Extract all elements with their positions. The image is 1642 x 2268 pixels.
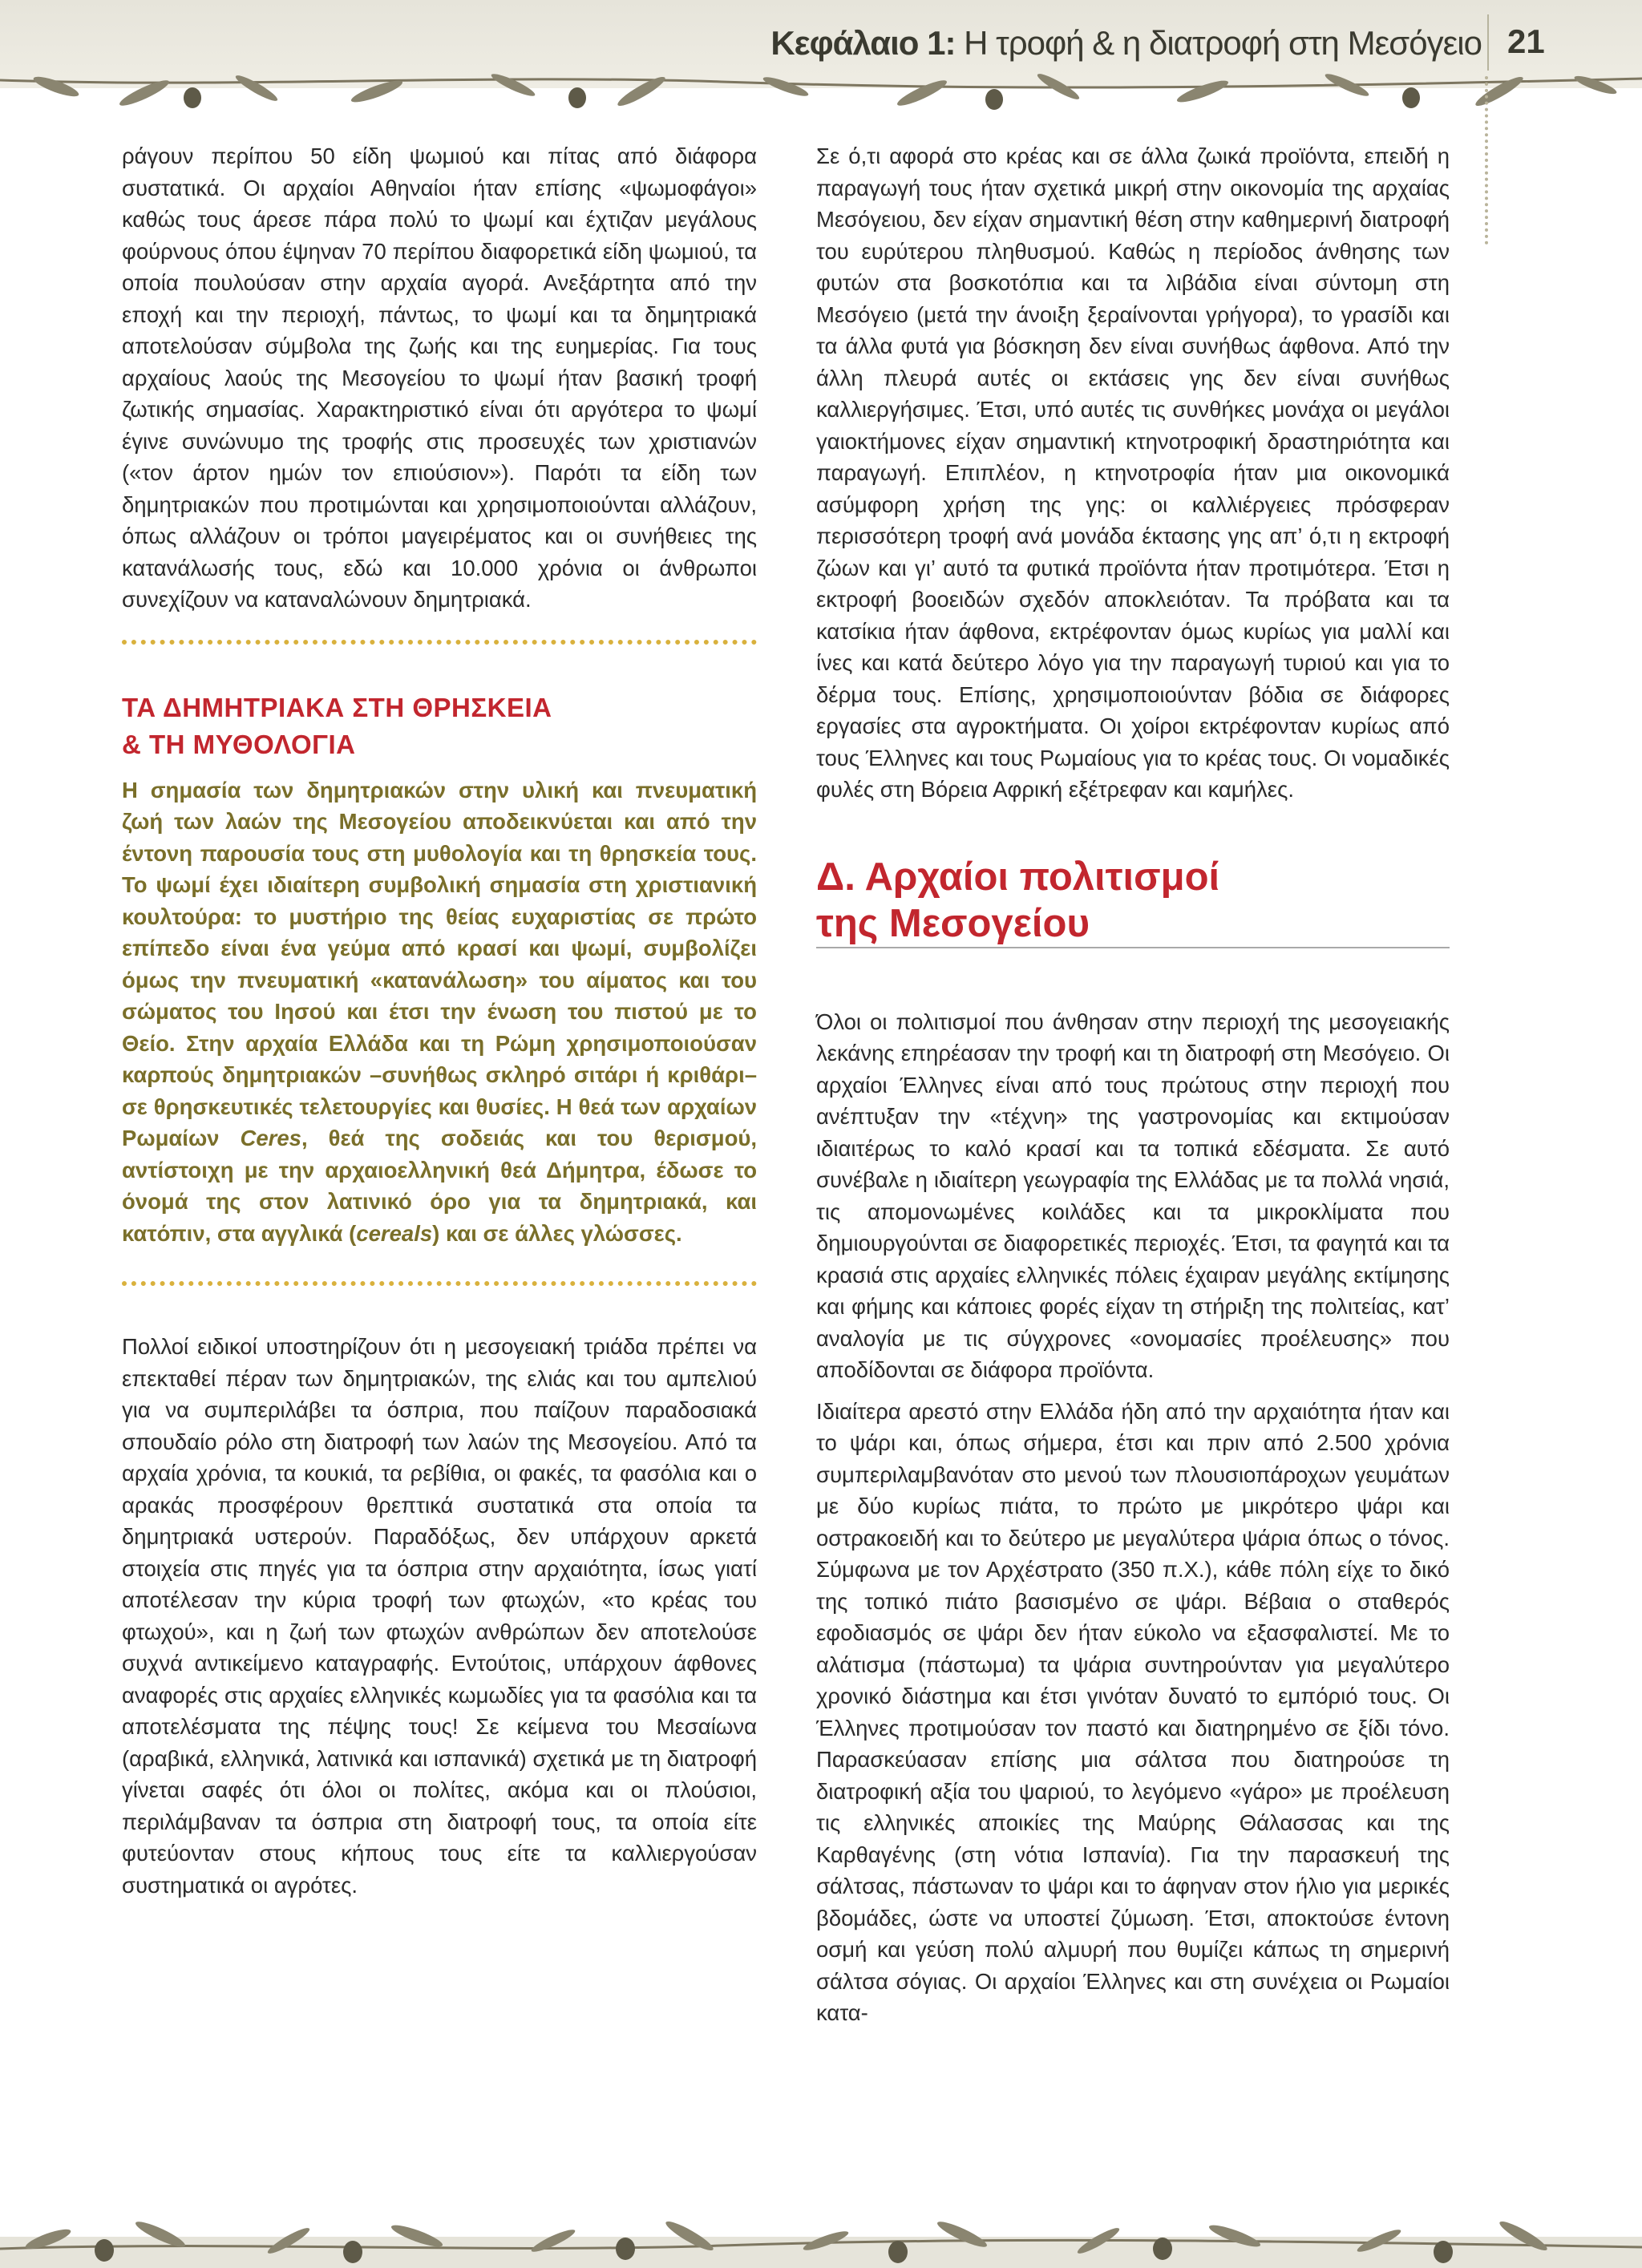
- page-number: 21: [1507, 22, 1545, 60]
- side-dotted-rule: [1485, 76, 1488, 245]
- chapter-label: Κεφάλαιο 1:: [770, 24, 956, 62]
- olive-branch-icon: [0, 71, 1642, 119]
- intro-paragraph: ράγουν περίπου 50 είδη ψωμιού και πίτας από διάφορα συστατικά. Οι αρχαίοι Αθηναίοι ήταν επίσης «ψωμοφάγοι» καθώς τους άρεσε πάρα πολύ το ψωμί και έχτιζαν μεγάλους φούρνους όπου έψηναν 70 περίπου διαφορετικά είδη ψωμιού, τα οποία πουλούσαν στην αρχαία αγορά. Ανεξάρτητα από την εποχή και την περιοχή, πάντως, το ψωμί και τα δημητριακά αποτελούσαν σύμβολα της ζωής και της ευημερίας. Για τους αρχαίους λαούς της Μεσογείου το ψωμί ήταν βασική τροφή ζωτικής σημασίας. Χαρακτηριστικό είναι ότι αργότερα το ψωμί έγινε συνώνυμο της τροφής στις προσευχές των χριστιανών («τον άρτον ημών τον επιούσιον»). Παρότι τα είδη των δημητριακών που προτιμώνται και χρησιμοποιούνται αλλάζουν, όπως αλλάζουν οι τρόποι μαγειρέματος και οι συνήθειες της κατανάλωσής τους, εδώ και 10.000 χρόνια οι άνθρωποι συνεχίζουν να καταναλώνουν δημητριακά.: [122, 144, 757, 612]
- box-heading-line1: ΤΑ ΔΗΜΗΤΡΙΑΚΑ ΣΤΗ ΘΡΗΣΚΕΙΑ: [122, 692, 552, 722]
- box-italic-ceres: Ceres: [240, 1126, 301, 1150]
- section-heading-line1: Δ. Αρχαίοι πολιτισμοί: [816, 855, 1220, 899]
- chapter-title: Η τροφή & η διατροφή στη Μεσόγειο: [964, 24, 1482, 62]
- box-heading: [122, 689, 757, 763]
- box-text-part3: ) και σε άλλες γλώσσες.: [432, 1220, 682, 1246]
- closing-paragraph: Πολλοί ειδικοί υποστηρίζουν ότι η μεσογειακή τριάδα πρέπει να επεκταθεί πέραν των δημητριακών, της ελιάς και του αμπελιού για να συμπεριλάβει τα όσπρια, που παίζουν παραδοσιακά σπουδαίο ρόλο στη διατροφή των λαών της Μεσογείου. Από τα αρχαία χρόνια, τα κουκιά, τα ρεβίθια, οι φακές, τα φασόλια και ο αρακάς προσφέρουν θρεπτικά συστατικά στα οποία τα δημητριακά υστερούν. Παραδόξως, δεν υπάρχουν αρκετά στοιχεία στις πηγές για τα όσπρια στην αρχαιότητα, ίσως γιατί αποτέλεσαν την κύρια τροφή των φτωχών, «το κρέας του φτωχού», και η ζωή των φτωχών ανθρώπων δεν αποτελούσε συχνά αντικείμενο καταγραφής. Εντούτοις, υπάρχουν άφθονες αναφορές στις αρχαίες ελληνικές κωμωδίες για τα φασόλια και τα αποτελέσματα της πέψης τους! Σε κείμενα του Μεσαίωνα (αραβικά, ελληνικά, λατινικά και ισπανικά) σχετικά με τη διατροφή γίνεται σαφές ότι όλοι οι πολίτες, ακόμα και οι πλούσιοι, περιλάμβαναν τα όσπρια στη διατροφή τους, τα οποία είτε φυτεύονταν στους κήπους τους είτε τα καλλιεργούσαν συστηματικά οι αγρότες.: [122, 1334, 757, 1898]
- dotted-divider: [122, 640, 757, 645]
- box-text: [122, 774, 757, 1250]
- running-header: [770, 24, 1482, 63]
- meat-paragraph: Σε ό,τι αφορά στο κρέας και σε άλλα ζωικά προϊόντα, επειδή η παραγωγή τους ήταν σχετικά μικρή στην οικονομία της αρχαίας Μεσόγειου, δεν είχαν σημαντική θέση στην καθημερινή διατροφή του ευρύτερου πληθυσμού. Καθώς η περίοδος άνθησης των φυτών στα βοσκοτόπια και τα λιβάδια είναι σύντομη στη Μεσόγειο (μετά την άνοιξη ξεραίνονται γρήγορα), το γρασίδι και τα άλλα φυτά για βόσκηση δεν είναι συνήθως άφθονα. Από την άλλη πλευρά αυτές οι εκτάσεις γης δεν είναι συνήθως καλλιεργήσιμες. Έτσι, υπό αυτές τις συνθήκες μονάχα οι μεγάλοι γαιοκτήμονες είχαν σημαντική κτηνοτροφική δραστηριότητα και παραγωγή. Επιπλέον, η κτηνοτροφία ήταν μια οικονομικά ασύμφορη χρήση της γης: οι καλλιέργειες πρόσφεραν περισσότερη τροφή ανά μονάδα έκτασης γης απ’ ό,τι η εκτροφή ζώων και γι’ αυτό τα φυτικά προϊόντα ήταν προτιμότερα. Έτσι η εκτροφή βοοειδών σχεδόν αποκλειόταν. Τα πρόβατα και τα κατσίκια ήταν άφθονα, εκτρέφονταν όμως κυρίως για μαλλί και ίνες και κατά δεύτερο λόγο για την παραγωγή τυριού και για το δέρμα τους. Επίσης, χρησιμοποιούνταν βόδια σε διάφορες εργασίες στα αγροκτήματα. Οι χοίροι εκτρέφονταν κυρίως από τους Έλληνες και τους Ρωμαίους για το κρέας τους. Οι νομαδικές φυλές στη Βόρεια Αφρική εξέτρεφαν και καμήλες.: [816, 144, 1450, 802]
- box-italic-cereals: cereals: [356, 1220, 433, 1246]
- left-column: [122, 140, 757, 1910]
- box-text-part2: , θεά της σοδειάς και του θερισμού, αντίστοιχη με την αρχαιοελληνική θεά Δήμητρα, έδωσε το όνομά της στον λατινικό όρο για τα δημητριακά, και κατόπιν, στα αγγλικά (: [122, 1126, 758, 1246]
- right-column: [816, 140, 1450, 2039]
- box-heading-line2: & ΤΗ ΜΥΘΟΛΟΓΙΑ: [122, 729, 356, 759]
- civilizations-paragraph: Όλοι οι πολιτισμοί που άνθησαν στην περιοχή της μεσογειακής λεκάνης επηρέασαν την τροφή και τη διατροφή στη Μεσόγειο. Οι αρχαίοι Έλληνες είναι από τους πρώτους στην περιοχή που ανέπτυξαν την «τέχνη» της γαστρονομίας και εκτιμούσαν ιδιαιτέρως το καλό κρασί και τα τοπικά εδέσματα. Σε αυτό συνέβαλε η ιδιαίτερη γεωγραφία της Ελλάδας με τα πολλά νησιά, τις απομονωμένες κοιλάδες και τα μικροκλίματα που δημιουργούνται σε διαφορετικές περιοχές. Έτσι, τα φαγητά και τα κρασιά στις αρχαίες ελληνικές πόλεις έχαιραν μεγάλης εκτίμησης και φήμης και κάποιες φορές είχαν τη στήριξη της πολιτείας, κατ’ αναλογία με τις σύγχρονες «ονομασίες προέλευσης» που αποδίδονται σε διάφορα προϊόντα.: [816, 1009, 1450, 1382]
- heading-rule: [816, 947, 1450, 948]
- box-text-part1: Η σημασία των δημητριακών στην υλική και πνευματική ζωή των λαών της Μεσογείου αποδεικνύεται και από την έντονη παρουσία τους στη μυθολογία και τη θρησκεία τους. Το ψωμί έχει ιδιαίτερη συμβολική σημασία στη χριστιανική κουλτούρα: το μυστήριο της θείας ευχαριστίας σε πρώτο επίπεδο είναι ένα γεύμα από κρασί και ψωμί, συμβολίζει όμως την πνευματική «κατανάλωση» του αίματος και του σώματος του Ιησού και έτσι την ένωση του πιστού με το Θείο. Στην αρχαία Ελλάδα και τη Ρώμη χρησιμοποιούσαν καρπούς δημητριακών –συνήθως σκληρό σιτάρι ή κριθάρι– σε θρησκευτικές τελετουργίες και θυσίες. Η θεά των αρχαίων Ρωμαίων: [122, 777, 757, 1150]
- header-divider: [1487, 14, 1489, 71]
- section-heading: [816, 854, 1450, 948]
- dotted-divider: [122, 1281, 757, 1286]
- fish-paragraph: Ιδιαίτερα αρεστό στην Ελλάδα ήδη από την αρχαιότητα ήταν και το ψάρι και, όπως σήμερα, έτσι και πριν από 2.500 χρόνια συμπεριλαμβανόταν στο μενού των πλουσιοπάροχων γευμάτων με δύο κυρίως πιάτα, το πρώτο με μικρότερο ψάρι και οστρακοειδή και το δεύτερο με μεγαλύτερα ψάρια όπως ο τόνος. Σύμφωνα με τον Αρχέστρατο (350 π.Χ.), κάθε πόλη είχε το δικό της τοπικό πιάτο βασισμένο σε ψάρι. Βέβαια ο σταθερός εφοδιασμός σε ψάρι δεν ήταν εύκολο να εξασφαλιστεί. Με το αλάτισμα (πάστωμα) τα ψάρια συντηρούνταν για μεγαλύτερο χρονικό διάστημα και έτσι γινόταν δυνατό το εμπόριό τους. Οι Έλληνες προτιμούσαν τον παστό και διατηρημένο σε ξίδι τόνο. Παρασκεύασαν επίσης μια σάλτσα που διατηρούσε τη διατροφική αξία του ψαριού, το λεγόμενο «γάρο» με προέλευση τις ελληνικές αποικίες της Μαύρης Θάλασσας και της Καρθαγένης (στη νότια Ισπανία). Για την παρασκευή της σάλτσας, πάστωναν το ψάρι και το άφηναν στον ήλιο για μερικές βδομάδες, ώστε να υποστεί ζύμωση. Έτσι, αποκτούσε έντονη οσμή και γεύση πολύ αλμυρή που θυμίζει κάπως τη σημερινή σάλτσα σόγιας. Οι αρχαίοι Έλληνες και στη συνέχεια οι Ρωμαίοι κατα-: [816, 1398, 1450, 2025]
- olive-branch-icon: [0, 2201, 1642, 2268]
- section-heading-line2: της Μεσογείου: [816, 901, 1090, 945]
